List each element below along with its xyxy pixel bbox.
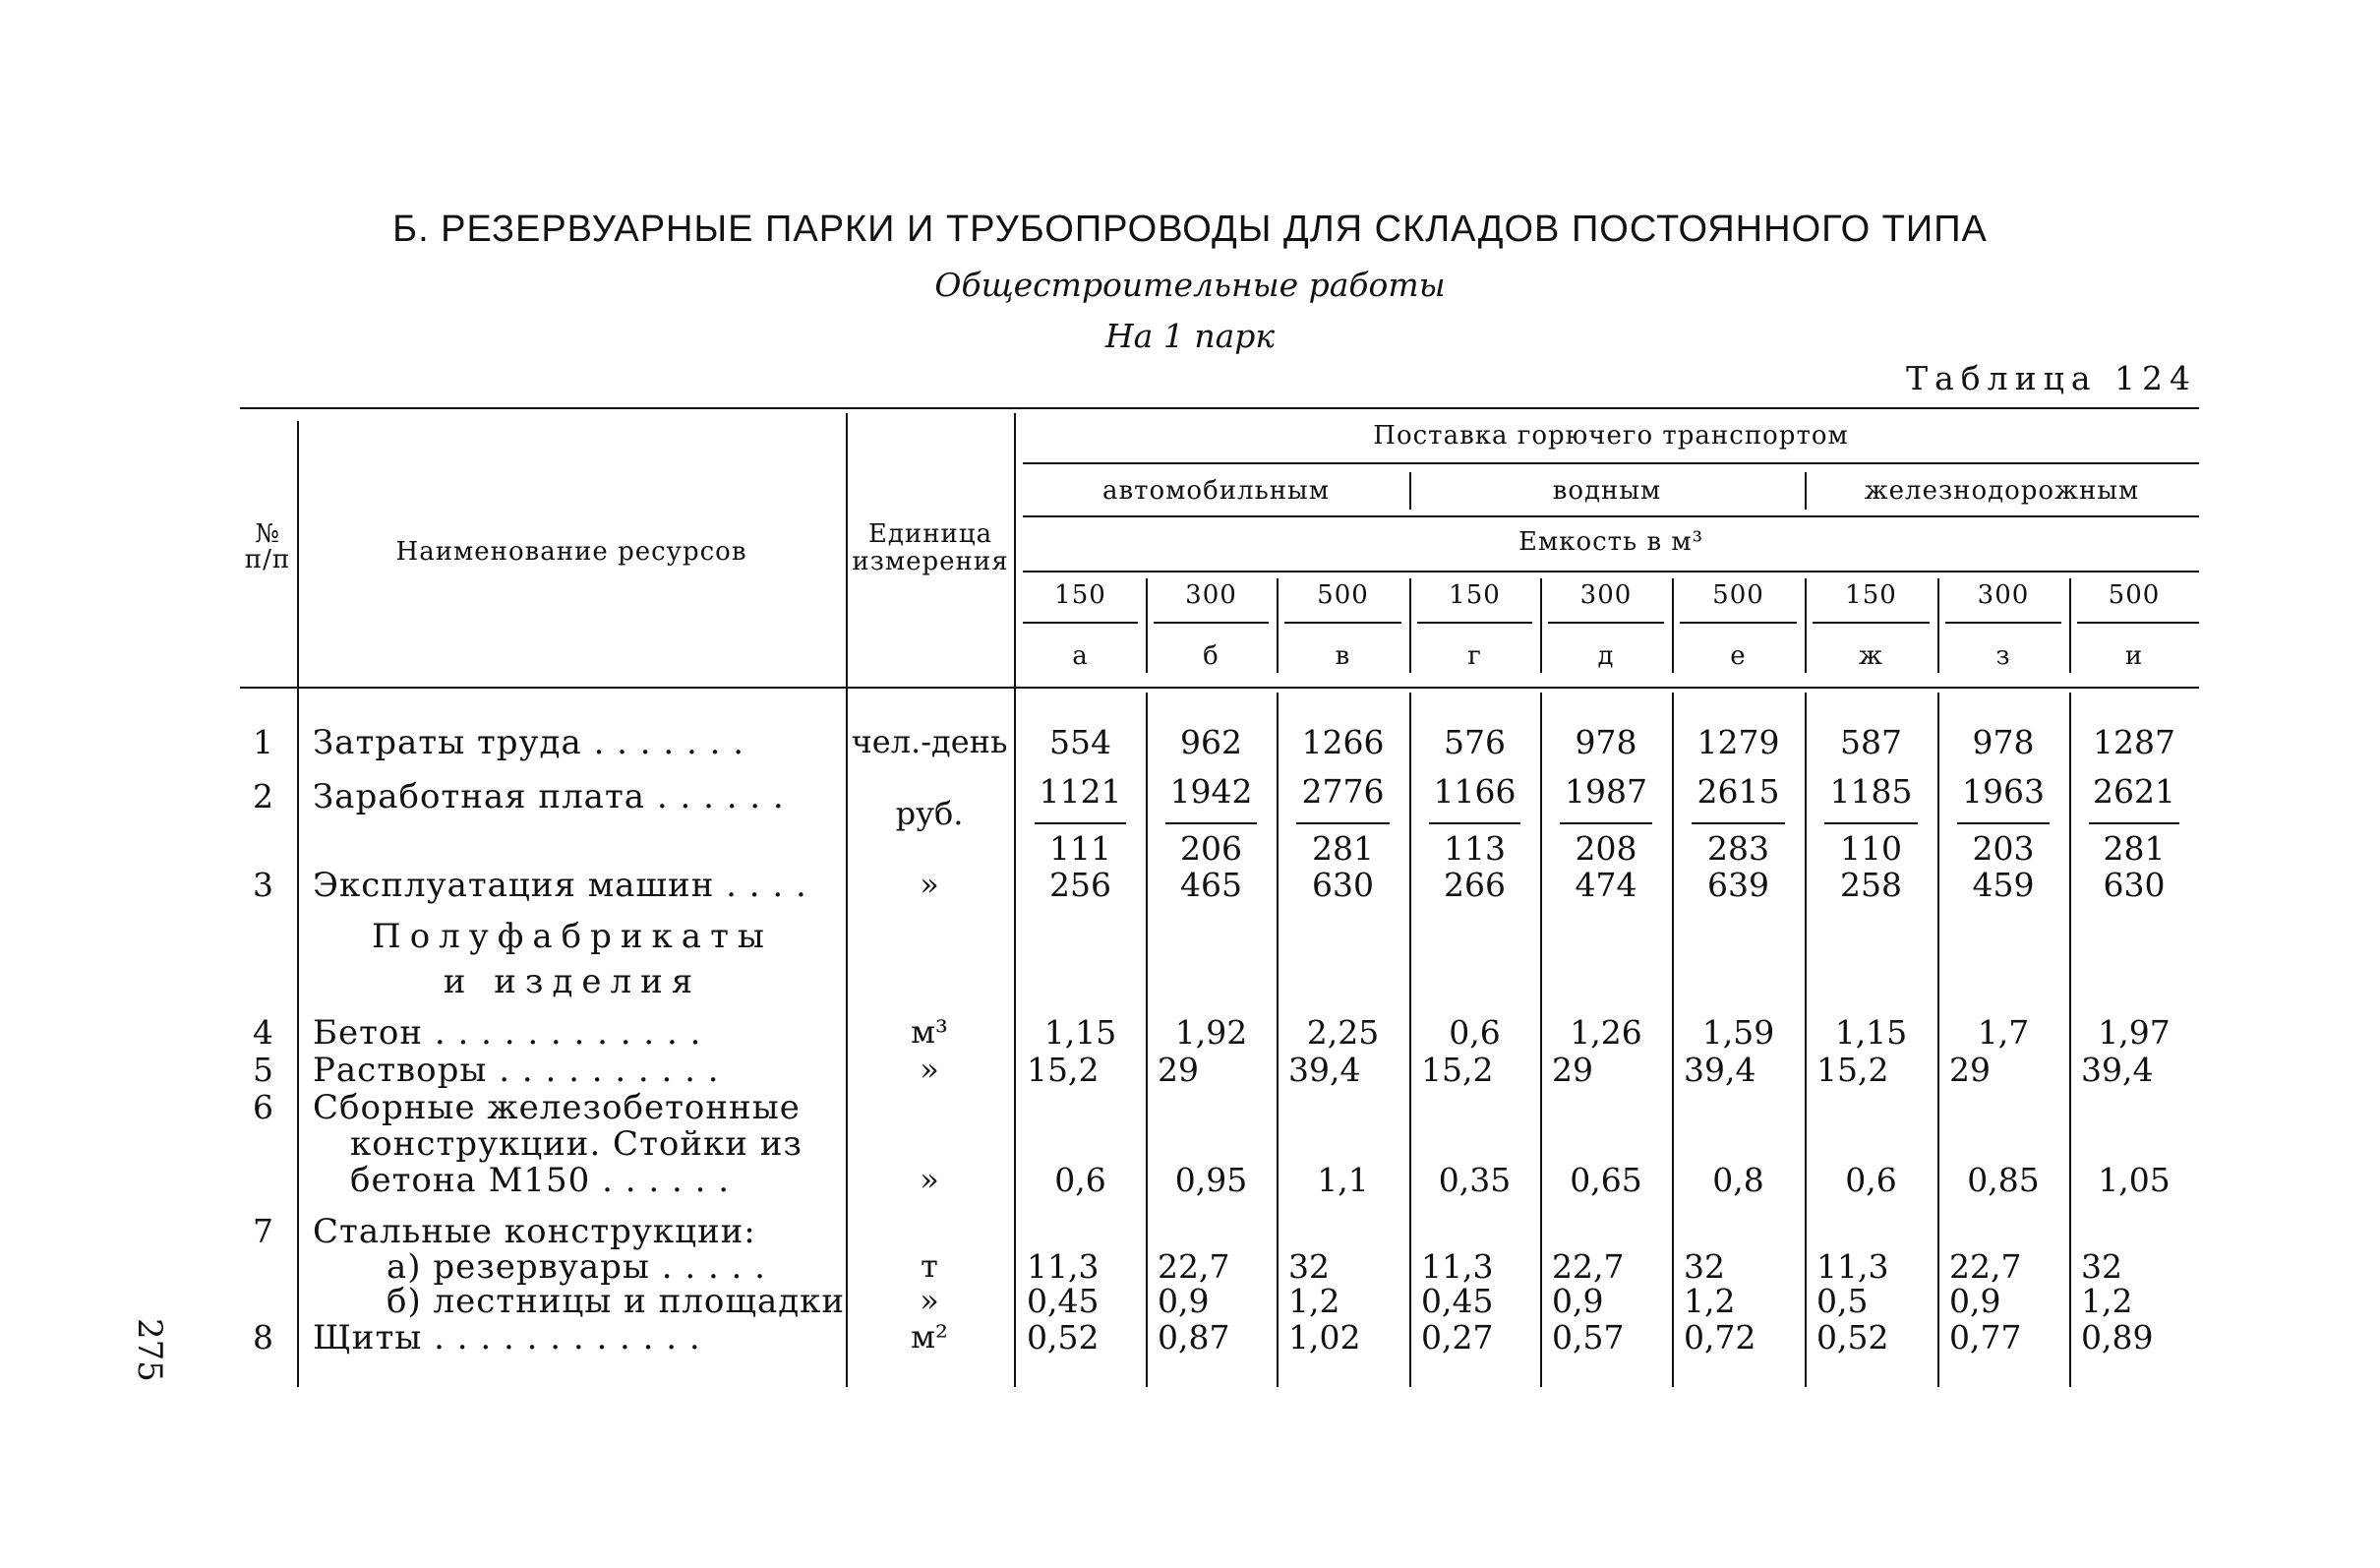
value-cell: 0,52 xyxy=(1027,1318,1100,1357)
header-group-2: водным xyxy=(1552,476,1662,506)
value-cell: 0,9 xyxy=(1949,1282,2001,1320)
value-cell: 1,7 xyxy=(1977,1013,2030,1052)
value-cell-denominator: 281 xyxy=(2103,829,2166,868)
value-cell: 474 xyxy=(1575,866,1637,904)
resource-name: Растворы . . . . . . . . . . xyxy=(313,1051,720,1090)
value-cell: 1279 xyxy=(1696,723,1780,761)
header-volume: 150 xyxy=(1449,580,1501,610)
header-supply: Поставка горючего транспортом xyxy=(1373,421,1849,451)
table-number: Таблица 124 xyxy=(1906,359,2197,397)
value-cell: 1,02 xyxy=(1288,1318,1361,1357)
header-unit-a: Единица xyxy=(867,519,993,549)
value-cell: 1,15 xyxy=(1834,1013,1908,1052)
row-number: 1 xyxy=(253,723,273,761)
unit-of-measure: т xyxy=(921,1247,938,1285)
value-cell: 0,72 xyxy=(1684,1318,1756,1357)
value-cell: 0,27 xyxy=(1421,1318,1494,1357)
value-cell-denominator: 113 xyxy=(1444,829,1506,868)
resource-name-line-1: Сборные железобетонные xyxy=(313,1088,801,1127)
value-cell: 29 xyxy=(1949,1051,1991,1089)
value-cell: 15,2 xyxy=(1421,1051,1494,1089)
row-number: 7 xyxy=(253,1212,273,1250)
value-cell: 2621 xyxy=(2093,772,2175,811)
header-capacity: Емкость в м³ xyxy=(1517,527,1704,557)
unit-of-measure: руб. xyxy=(895,795,964,832)
value-cell: 266 xyxy=(1444,866,1506,904)
value-cell: 1,2 xyxy=(1288,1282,1340,1320)
value-cell: 1963 xyxy=(1962,772,2045,811)
unit-of-measure: » xyxy=(920,1282,939,1319)
value-cell: 630 xyxy=(1312,866,1374,904)
unit-of-measure: чел.-день xyxy=(851,723,1008,760)
resource-name: б) лестницы и площадки xyxy=(387,1282,846,1321)
value-cell: 1,97 xyxy=(2098,1013,2171,1052)
value-cell: 0,77 xyxy=(1949,1318,2022,1357)
value-cell: 1,2 xyxy=(2081,1282,2133,1320)
resource-name: Стальные конструкции: xyxy=(313,1212,756,1251)
value-cell: 29 xyxy=(1158,1051,1199,1089)
header-unit-b: измерения xyxy=(852,547,1009,576)
value-cell: 459 xyxy=(1972,866,2035,904)
value-cell: 1,1 xyxy=(1317,1161,1369,1199)
header-letter: ж xyxy=(1859,641,1883,671)
work-type-subtitle: Общестроительные работы xyxy=(934,266,1446,304)
value-cell-denominator: 111 xyxy=(1049,829,1111,868)
value-cell: 630 xyxy=(2103,866,2166,904)
value-cell: 0,5 xyxy=(1816,1282,1869,1320)
value-cell-denominator: 110 xyxy=(1840,829,1902,868)
page-number: 275 xyxy=(130,1318,169,1382)
fraction-rule xyxy=(1035,822,1126,824)
volume-letter-rule xyxy=(1680,622,1797,624)
value-cell: 32 xyxy=(2081,1247,2122,1286)
volume-letter-rule xyxy=(1284,622,1401,624)
page-title: Б. РЕЗЕРВУАРНЫЕ ПАРКИ И ТРУБОПРОВОДЫ ДЛЯ СКЛАДОВ ПОСТОЯННОГО ТИПА xyxy=(392,209,1988,250)
value-cell: 39,4 xyxy=(1684,1051,1756,1089)
header-volume: 150 xyxy=(1054,580,1106,610)
resource-name-line-2: конструкции. Стойки из xyxy=(350,1124,803,1164)
fraction-rule xyxy=(1296,822,1390,824)
header-volume: 500 xyxy=(1317,580,1369,610)
value-cell: 1,59 xyxy=(1701,1013,1775,1052)
fraction-rule xyxy=(1957,822,2050,824)
value-cell: 2776 xyxy=(1301,772,1385,811)
resource-name: Затраты труда . . . . . . . xyxy=(313,723,745,762)
value-cell: 1266 xyxy=(1301,723,1385,761)
value-cell: 39,4 xyxy=(1288,1051,1361,1089)
value-cell: 1,26 xyxy=(1570,1013,1642,1052)
value-cell: 0,9 xyxy=(1158,1282,1210,1320)
value-cell: 0,8 xyxy=(1712,1161,1764,1199)
header-volume: 500 xyxy=(1712,580,1764,610)
value-cell: 0,95 xyxy=(1174,1161,1248,1199)
header-letter: и xyxy=(2124,641,2144,671)
value-cell: 2615 xyxy=(1696,772,1780,811)
unit-of-measure: » xyxy=(920,1051,939,1088)
header-letter: з xyxy=(1995,641,2011,671)
value-cell-denominator: 203 xyxy=(1972,829,2035,868)
value-cell: 2,25 xyxy=(1306,1013,1380,1052)
row-number: 4 xyxy=(253,1013,273,1052)
value-cell: 0,45 xyxy=(1027,1282,1100,1320)
volume-letter-rule xyxy=(1945,622,2061,624)
value-cell: 22,7 xyxy=(1158,1247,1230,1286)
fraction-rule xyxy=(1165,822,1257,824)
value-cell: 554 xyxy=(1049,723,1111,761)
value-cell: 0,85 xyxy=(1967,1161,2040,1199)
volume-letter-rule xyxy=(2077,622,2199,624)
value-cell: 639 xyxy=(1707,866,1769,904)
header-volume: 500 xyxy=(2108,580,2161,610)
fraction-rule xyxy=(1692,822,1785,824)
header-group-1: автомобильным xyxy=(1102,476,1330,506)
header-no-b: п/п xyxy=(244,545,291,574)
resource-name: Заработная плата . . . . . . xyxy=(313,777,785,816)
header-letter: г xyxy=(1467,641,1482,671)
row-number: 2 xyxy=(253,777,273,815)
resource-name: Бетон . . . . . . . . . . . . xyxy=(313,1013,702,1053)
value-cell: 1287 xyxy=(2093,723,2175,761)
value-cell: 39,4 xyxy=(2081,1051,2154,1089)
resource-name: Эксплуатация машин . . . . xyxy=(313,866,807,905)
value-cell: 0,6 xyxy=(1845,1161,1897,1199)
fraction-rule xyxy=(1560,822,1652,824)
value-cell-denominator: 283 xyxy=(1707,829,1769,868)
header-no-a: № xyxy=(255,519,280,549)
row-number: 8 xyxy=(253,1318,273,1357)
unit-of-measure: м³ xyxy=(911,1013,948,1051)
value-cell-denominator: 208 xyxy=(1575,829,1637,868)
value-cell: 0,9 xyxy=(1552,1282,1604,1320)
row-number: 5 xyxy=(253,1051,273,1089)
value-cell: 1942 xyxy=(1169,772,1253,811)
value-cell-denominator: 206 xyxy=(1180,829,1242,868)
value-cell: 1121 xyxy=(1039,772,1122,811)
value-cell: 0,52 xyxy=(1816,1318,1889,1357)
fraction-rule xyxy=(1429,822,1520,824)
header-volume: 300 xyxy=(1185,580,1237,610)
value-cell: 1987 xyxy=(1565,772,1647,811)
resource-name-line-3: бетона М150 . . . . . . xyxy=(350,1161,731,1200)
value-cell: 11,3 xyxy=(1816,1247,1889,1286)
header-letter: д xyxy=(1597,641,1615,671)
volume-letter-rule xyxy=(1154,622,1269,624)
value-cell: 11,3 xyxy=(1421,1247,1494,1286)
header-bottom-rule xyxy=(240,687,2199,689)
header-letter: а xyxy=(1072,641,1089,671)
volume-letter-rule xyxy=(1548,622,1664,624)
value-cell: 978 xyxy=(1575,723,1637,761)
value-cell: 0,6 xyxy=(1449,1013,1501,1052)
volume-letter-rule xyxy=(1813,622,1930,624)
unit-basis-subtitle: На 1 парк xyxy=(1104,317,1276,355)
value-cell-denominator: 281 xyxy=(1312,829,1374,868)
value-cell: 0,65 xyxy=(1570,1161,1642,1199)
value-cell: 587 xyxy=(1840,723,1902,761)
value-cell: 11,3 xyxy=(1027,1247,1100,1286)
volume-letter-rule xyxy=(1023,622,1138,624)
value-cell: 15,2 xyxy=(1027,1051,1100,1089)
header-letter: б xyxy=(1203,641,1220,671)
header-volume: 150 xyxy=(1845,580,1897,610)
value-cell: 1,92 xyxy=(1174,1013,1248,1052)
value-cell: 22,7 xyxy=(1949,1247,2022,1286)
value-cell: 15,2 xyxy=(1816,1051,1889,1089)
value-cell: 0,89 xyxy=(2081,1318,2154,1357)
resource-name: Щиты . . . . . . . . . . . . xyxy=(313,1318,701,1357)
header-volume: 300 xyxy=(1977,580,2030,610)
value-cell: 0,87 xyxy=(1158,1318,1230,1357)
table-top-rule xyxy=(240,407,2199,409)
unit-of-measure: м² xyxy=(911,1318,948,1356)
value-cell: 32 xyxy=(1684,1247,1725,1286)
header-group-3: железнодорожным xyxy=(1864,476,2140,506)
value-cell: 29 xyxy=(1552,1051,1593,1089)
volume-rule xyxy=(1023,571,2199,573)
section-heading-line-2: и изделия xyxy=(443,962,702,1001)
value-cell: 258 xyxy=(1840,866,1902,904)
header-letter: в xyxy=(1335,641,1351,671)
value-cell: 978 xyxy=(1972,723,2035,761)
value-cell: 32 xyxy=(1288,1247,1330,1286)
value-cell: 1,15 xyxy=(1043,1013,1117,1052)
unit-of-measure: » xyxy=(920,866,939,903)
value-cell: 0,57 xyxy=(1552,1318,1625,1357)
value-cell: 1,2 xyxy=(1684,1282,1736,1320)
value-cell: 1166 xyxy=(1433,772,1517,811)
supply-rule xyxy=(1023,462,2199,464)
fraction-rule xyxy=(2089,822,2179,824)
value-cell: 0,45 xyxy=(1421,1282,1494,1320)
value-cell: 465 xyxy=(1180,866,1242,904)
capacity-rule xyxy=(1023,515,2199,517)
value-cell: 256 xyxy=(1049,866,1111,904)
volume-letter-rule xyxy=(1417,622,1532,624)
resource-name: а) резервуары . . . . . xyxy=(387,1247,766,1287)
value-cell: 1185 xyxy=(1829,772,1913,811)
value-cell: 1,05 xyxy=(2098,1161,2171,1199)
value-cell: 576 xyxy=(1444,723,1506,761)
header-name: Наименование ресурсов xyxy=(395,537,747,567)
fraction-rule xyxy=(1824,822,1918,824)
unit-of-measure: » xyxy=(920,1161,939,1198)
value-cell: 22,7 xyxy=(1552,1247,1625,1286)
value-cell: 0,35 xyxy=(1438,1161,1512,1199)
value-cell: 0,6 xyxy=(1054,1161,1106,1199)
header-letter: е xyxy=(1730,641,1747,671)
row-number: 3 xyxy=(253,866,273,904)
header-volume: 300 xyxy=(1579,580,1633,610)
row-number: 6 xyxy=(253,1088,273,1126)
section-heading-line-1: Полуфабрикаты xyxy=(372,917,773,956)
value-cell: 962 xyxy=(1180,723,1242,761)
